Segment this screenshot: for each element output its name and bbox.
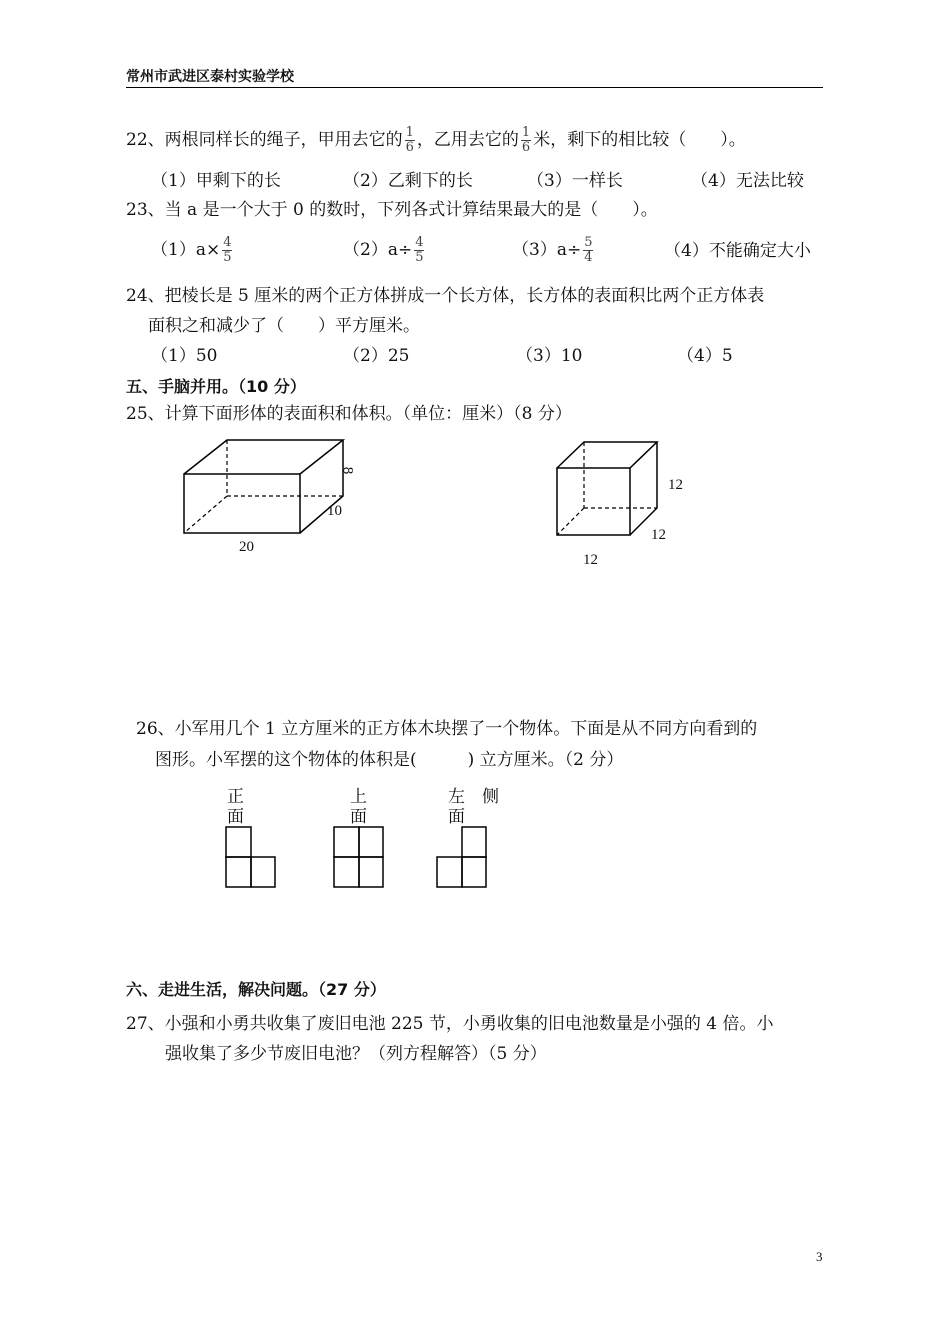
q22-option-3: （3）一样长 <box>527 171 623 191</box>
left-view-cell-top <box>462 827 486 857</box>
q23-option-1-fraction: $\frac{4}{5}$ <box>223 235 232 265</box>
q23-option-1: （1）a× $\frac{4}{5}$ <box>151 235 232 265</box>
q22-option-2: （2）乙剩下的长 <box>343 171 473 191</box>
front-view-label-2: 面 <box>227 807 244 827</box>
q22-option-1: （1）甲剩下的长 <box>151 171 281 191</box>
top-view-cell-4 <box>359 857 383 887</box>
q23-option-4: （4）不能确定大小 <box>664 241 811 261</box>
cuboid-width-label: 10 <box>327 503 342 519</box>
school-header: 常州市武进区泰村实验学校 <box>126 69 294 85</box>
top-view-cell-1 <box>334 827 359 857</box>
q26-line-2: 图形。小军摆的这个物体的体积是( ) 立方厘米。（2 分） <box>155 750 624 770</box>
q24-line-1: 24、把棱长是 5 厘米的两个正方体拼成一个长方体，长方体的表面积比两个正方体表 <box>126 286 765 306</box>
front-view-cell-bottom-left <box>226 857 251 887</box>
top-view-label-1: 上 <box>350 787 367 807</box>
top-view-cell-2 <box>359 827 383 857</box>
page-number: 3 <box>816 1249 823 1264</box>
front-view-label-1: 正 <box>227 787 244 807</box>
q22-fraction-2: $\frac{1}{6}$ <box>521 125 531 155</box>
q23-option-2-fraction: $\frac{4}{5}$ <box>415 235 424 265</box>
left-view-cell-bottom-left <box>437 857 462 887</box>
section-5-title: 五、手脑并用。（10 分） <box>126 377 306 396</box>
q22-stem-c: 米，剩下的相比较（ ）。 <box>533 130 746 150</box>
cube-edge-depth-label: 12 <box>651 527 666 543</box>
q24-option-4: （4）5 <box>677 346 733 366</box>
left-view-label-1: 左 侧 <box>448 787 499 807</box>
q23-option-3-fraction: $\frac{5}{4}$ <box>584 235 593 265</box>
front-view-cell-top <box>226 827 251 857</box>
q24-option-1: （1）50 <box>151 346 218 366</box>
q22-stem-b: ，乙用去它的 <box>416 130 519 150</box>
q25-stem: 25、计算下面形体的表面积和体积。（单位：厘米）（8 分） <box>126 404 572 424</box>
left-view-cell-bottom-right <box>462 857 486 887</box>
q23-stem: 23、当 a 是一个大于 0 的数时，下列各式计算结果最大的是（ ）。 <box>126 200 658 220</box>
q27-line-1: 27、小强和小勇共收集了废旧电池 225 节，小勇收集的旧电池数量是小强的 4 倍。小 <box>126 1014 774 1034</box>
q26-line-1: 26、小军用几个 1 立方厘米的正方体木块摆了一个物体。下面是从不同方向看到的 <box>136 719 758 739</box>
top-view-label-2: 面 <box>350 807 367 827</box>
section-6-title: 六、走进生活，解决问题。（27 分） <box>126 980 386 999</box>
cuboid-height-label: 8 <box>339 466 356 475</box>
q22-option-4: （4）无法比较 <box>691 171 804 191</box>
cuboid-length-label: 20 <box>239 539 254 555</box>
q24-option-2: （2）25 <box>343 346 410 366</box>
q24-option-3: （3）10 <box>516 346 583 366</box>
q24-line-2: 面积之和减少了（ ）平方厘米。 <box>148 316 420 336</box>
q22-fraction-1: $\frac{1}{6}$ <box>405 125 414 155</box>
cube-edge-right-label: 12 <box>668 477 683 493</box>
q23-option-2: （2）a÷ $\frac{4}{5}$ <box>343 235 424 265</box>
q27-line-2: 强收集了多少节废旧电池？（列方程解答）（5 分） <box>165 1044 547 1064</box>
top-view-cell-3 <box>334 857 359 887</box>
front-view-cell-bottom-right <box>251 857 275 887</box>
left-view-label-2: 面 <box>448 807 465 827</box>
q23-option-3: （3）a÷ $\frac{5}{4}$ <box>512 235 593 265</box>
cube-edge-bottom-label: 12 <box>583 552 598 568</box>
q22-stem-a: 22、两根同样长的绳子，甲用去它的 <box>126 130 403 150</box>
